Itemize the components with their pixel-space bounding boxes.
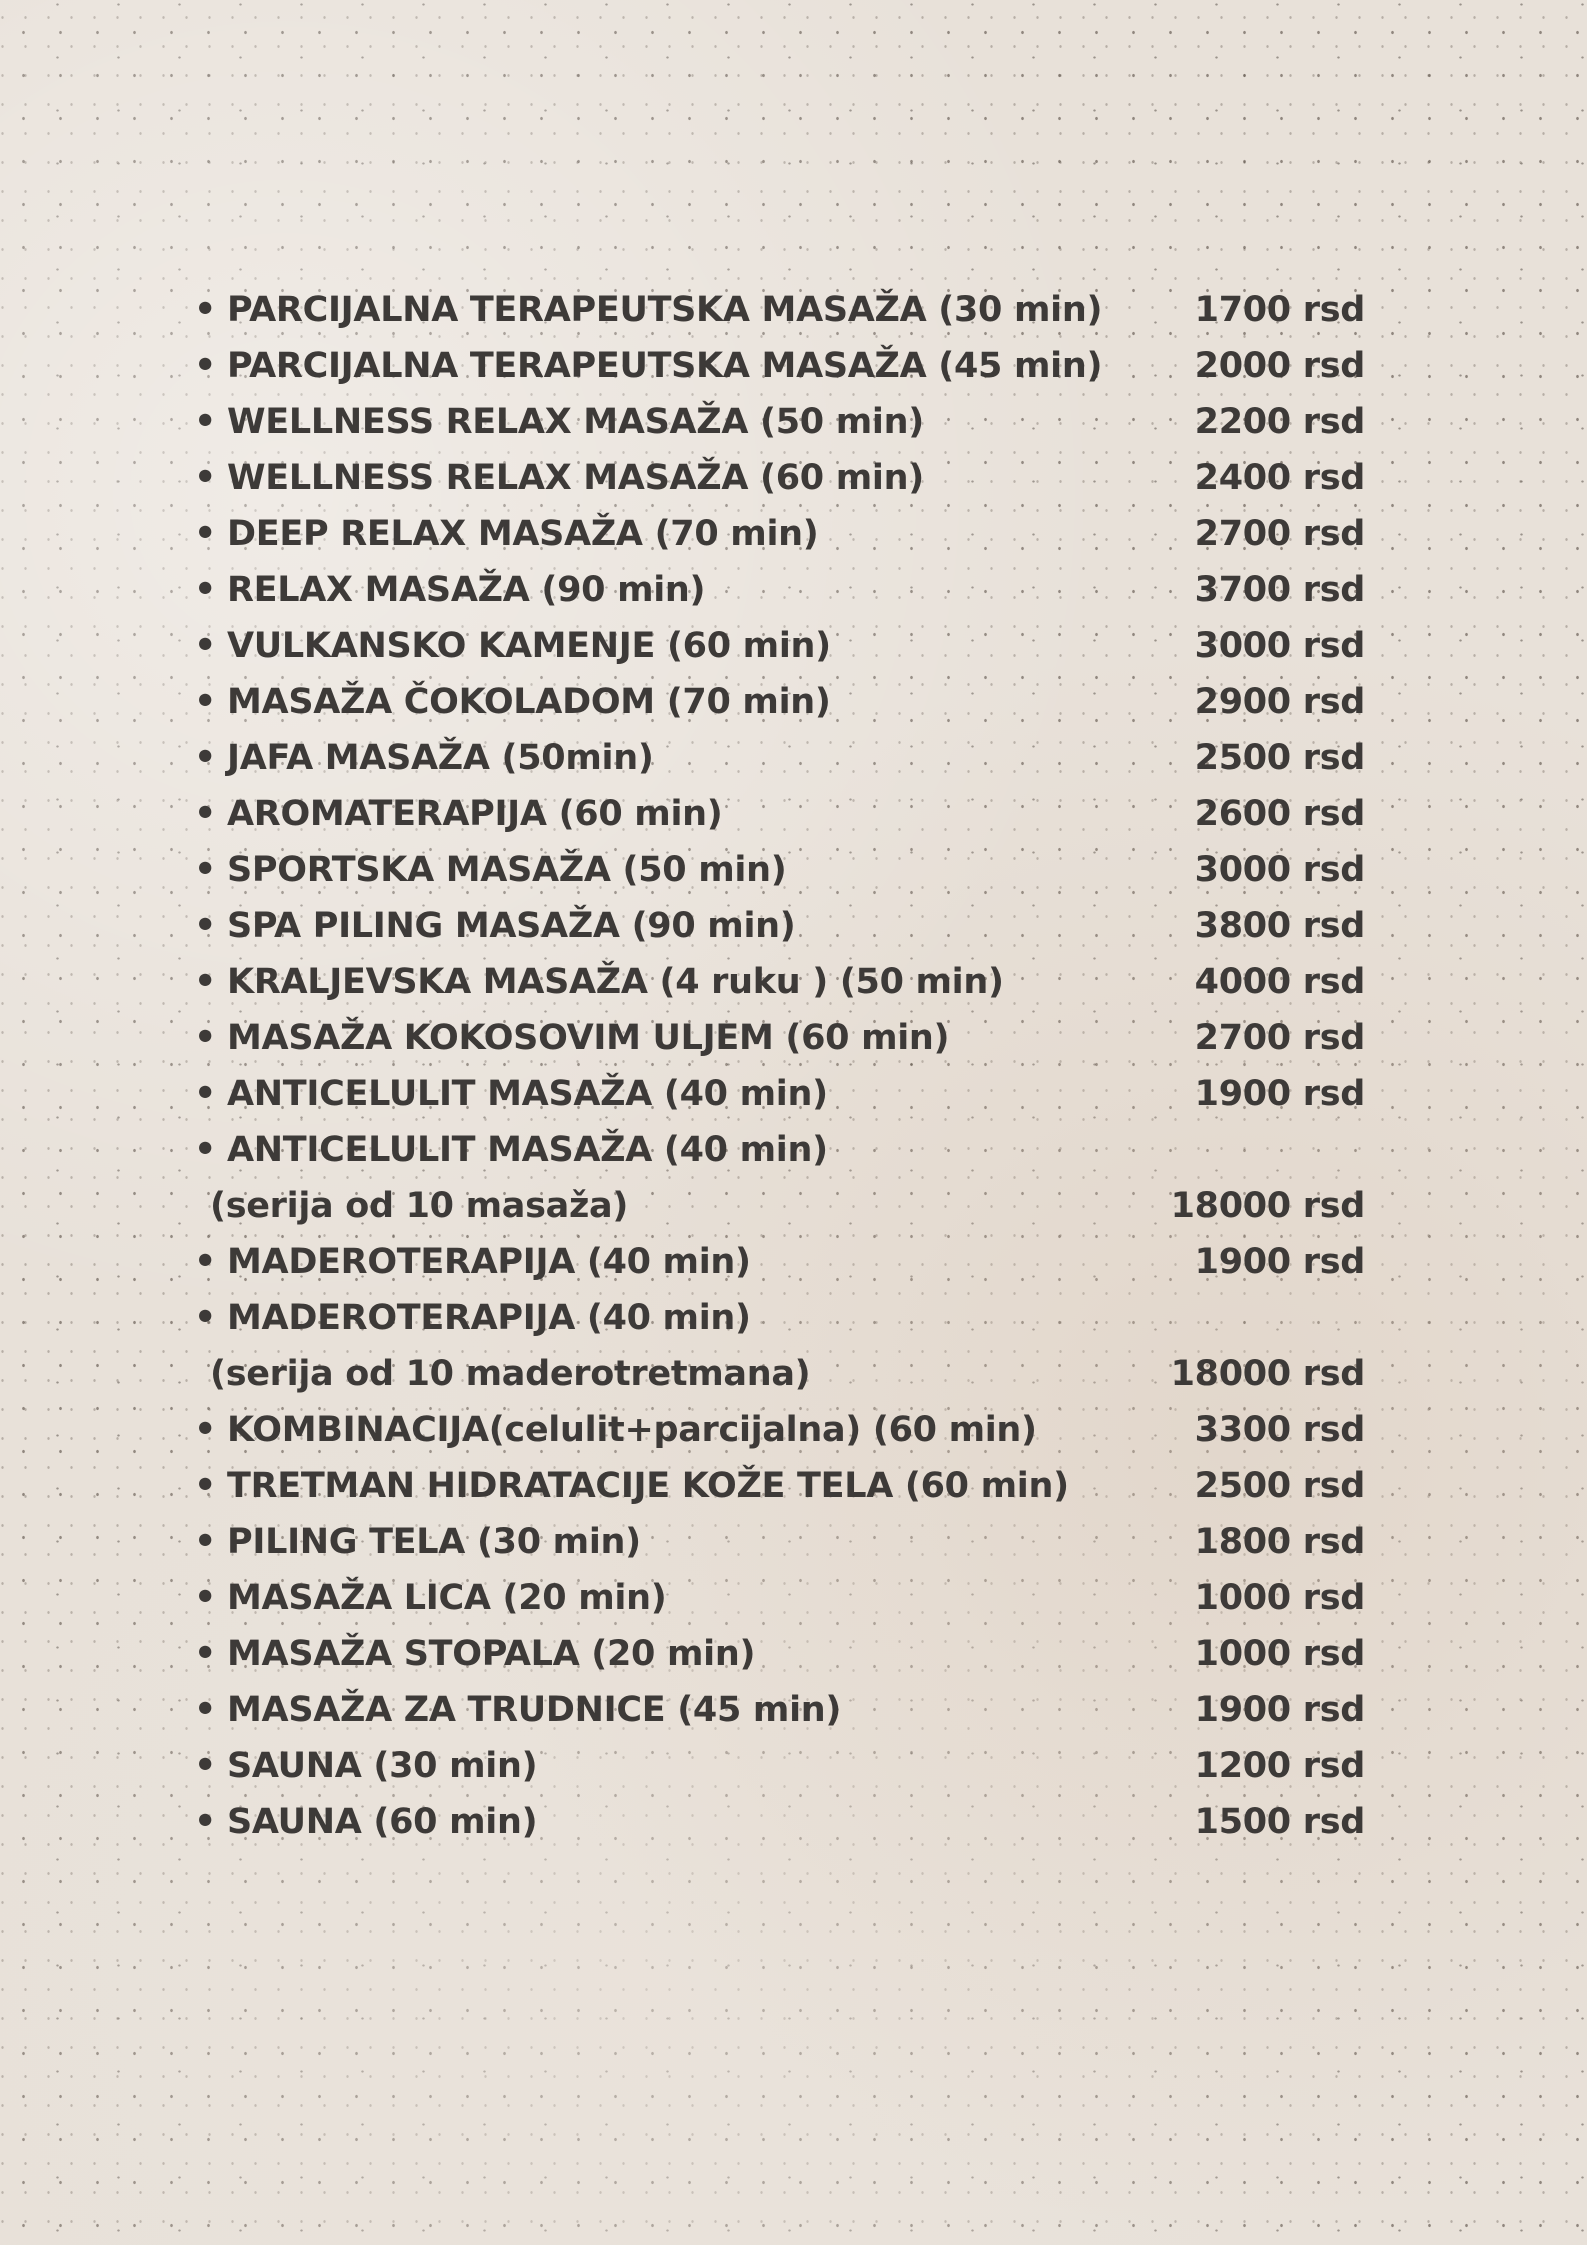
bullet-icon: • [193, 458, 217, 498]
price-list-item [185, 450, 1365, 506]
bullet-icon: • [193, 794, 217, 834]
bullet-icon: • [193, 402, 217, 442]
service-name: RELAX MASAŽA (90 min) [227, 570, 706, 610]
price-list-item [185, 954, 1365, 1010]
price-list-item [185, 1738, 1365, 1794]
bullet-icon: • [193, 1466, 217, 1506]
service-name: SPA PILING MASAŽA (90 min) [227, 906, 796, 946]
bullet-icon: • [193, 962, 217, 1002]
price-list-item [185, 1794, 1365, 1850]
price-list-item [185, 562, 1365, 618]
price-list-item [185, 1570, 1365, 1626]
service-price: 18000 rsd [1170, 1354, 1365, 1394]
service-name: ANTICELULIT MASAŽA (40 min) [227, 1074, 828, 1114]
price-list-item [185, 282, 1365, 338]
service-price: 2400 rsd [1194, 458, 1365, 498]
service-price: 2500 rsd [1194, 1466, 1365, 1506]
service-name: (serija od 10 maderotretmana) [210, 1354, 811, 1394]
bullet-icon: • [193, 1690, 217, 1730]
service-price: 3700 rsd [1194, 570, 1365, 610]
price-list-item [185, 1458, 1365, 1514]
service-price: 1200 rsd [1194, 1746, 1365, 1786]
price-list-item [185, 1290, 1365, 1346]
bullet-icon: • [193, 1578, 217, 1618]
price-list-item [185, 898, 1365, 954]
bullet-icon: • [193, 906, 217, 946]
service-price: 18000 rsd [1170, 1186, 1365, 1226]
service-name: SAUNA (60 min) [227, 1802, 538, 1842]
price-list-item [185, 730, 1365, 786]
service-name: WELLNESS RELAX MASAŽA (50 min) [227, 402, 924, 442]
service-name: AROMATERAPIJA (60 min) [227, 794, 723, 834]
service-price: 3000 rsd [1194, 850, 1365, 890]
price-list-item [185, 1514, 1365, 1570]
bullet-icon: • [193, 1130, 217, 1170]
service-price: 1000 rsd [1194, 1578, 1365, 1618]
service-price: 2600 rsd [1194, 794, 1365, 834]
service-name: MASAŽA LICA (20 min) [227, 1578, 667, 1618]
price-list-item [185, 618, 1365, 674]
service-price: 1500 rsd [1194, 1802, 1365, 1842]
bullet-icon: • [193, 1018, 217, 1058]
bullet-icon: • [193, 682, 217, 722]
service-price: 2000 rsd [1194, 346, 1365, 386]
bullet-icon: • [193, 514, 217, 554]
bullet-icon: • [193, 1242, 217, 1282]
bullet-icon: • [193, 1410, 217, 1450]
service-price: 1800 rsd [1194, 1522, 1365, 1562]
service-name: TRETMAN HIDRATACIJE KOŽE TELA (60 min) [227, 1466, 1069, 1506]
price-list-item [185, 674, 1365, 730]
bullet-icon: • [193, 1298, 217, 1338]
bullet-icon: • [193, 1074, 217, 1114]
service-price: 2200 rsd [1194, 402, 1365, 442]
service-price: 1900 rsd [1194, 1690, 1365, 1730]
service-name: PARCIJALNA TERAPEUTSKA MASAŽA (30 min) [227, 290, 1103, 330]
service-name: PARCIJALNA TERAPEUTSKA MASAŽA (45 min) [227, 346, 1103, 386]
price-list-item [185, 506, 1365, 562]
price-list-item [185, 1010, 1365, 1066]
service-name: SPORTSKA MASAŽA (50 min) [227, 850, 787, 890]
service-price: 1900 rsd [1194, 1074, 1365, 1114]
bullet-icon: • [193, 1746, 217, 1786]
price-list-item-continuation [185, 1346, 1365, 1402]
price-list-item [185, 786, 1365, 842]
price-list-item-continuation [185, 1178, 1365, 1234]
price-list-item [185, 1122, 1365, 1178]
price-list-item [185, 1402, 1365, 1458]
price-list-item [185, 1234, 1365, 1290]
bullet-icon: • [193, 850, 217, 890]
service-name: PILING TELA (30 min) [227, 1522, 641, 1562]
service-name: JAFA MASAŽA (50min) [227, 738, 654, 778]
service-name: WELLNESS RELAX MASAŽA (60 min) [227, 458, 924, 498]
service-name: VULKANSKO KAMENJE (60 min) [227, 626, 831, 666]
service-name: MASAŽA KOKOSOVIM ULJEM (60 min) [227, 1018, 950, 1058]
bullet-icon: • [193, 346, 217, 386]
service-name: MADEROTERAPIJA (40 min) [227, 1298, 751, 1338]
service-price: 1000 rsd [1194, 1634, 1365, 1674]
service-price: 1900 rsd [1194, 1242, 1365, 1282]
service-name: MASAŽA ZA TRUDNICE (45 min) [227, 1690, 842, 1730]
price-list-item [185, 1066, 1365, 1122]
bullet-icon: • [193, 1802, 217, 1842]
bullet-icon: • [193, 1634, 217, 1674]
bullet-icon: • [193, 1522, 217, 1562]
service-name: DEEP RELAX MASAŽA (70 min) [227, 514, 819, 554]
price-list [185, 282, 1365, 1850]
service-name: KRALJEVSKA MASAŽA (4 ruku ) (50 min) [227, 962, 1004, 1002]
service-price: 2900 rsd [1194, 682, 1365, 722]
bullet-icon: • [193, 626, 217, 666]
service-price: 4000 rsd [1194, 962, 1365, 1002]
service-price: 1700 rsd [1194, 290, 1365, 330]
service-price: 2700 rsd [1194, 1018, 1365, 1058]
service-price: 3300 rsd [1194, 1410, 1365, 1450]
service-name: (serija od 10 masaža) [210, 1186, 629, 1226]
price-list-item [185, 842, 1365, 898]
price-list-item [185, 394, 1365, 450]
bullet-icon: • [193, 738, 217, 778]
service-name: MASAŽA STOPALA (20 min) [227, 1634, 756, 1674]
service-name: SAUNA (30 min) [227, 1746, 538, 1786]
service-price: 3000 rsd [1194, 626, 1365, 666]
service-price: 2500 rsd [1194, 738, 1365, 778]
service-price: 2700 rsd [1194, 514, 1365, 554]
service-name: MASAŽA ČOKOLADOM (70 min) [227, 682, 831, 722]
service-name: MADEROTERAPIJA (40 min) [227, 1242, 751, 1282]
bullet-icon: • [193, 570, 217, 610]
price-list-item [185, 338, 1365, 394]
price-list-item [185, 1626, 1365, 1682]
price-list-item [185, 1682, 1365, 1738]
bullet-icon: • [193, 290, 217, 330]
service-name: KOMBINACIJA(celulit+parcijalna) (60 min) [227, 1410, 1037, 1450]
service-price: 3800 rsd [1194, 906, 1365, 946]
service-name: ANTICELULIT MASAŽA (40 min) [227, 1130, 828, 1170]
